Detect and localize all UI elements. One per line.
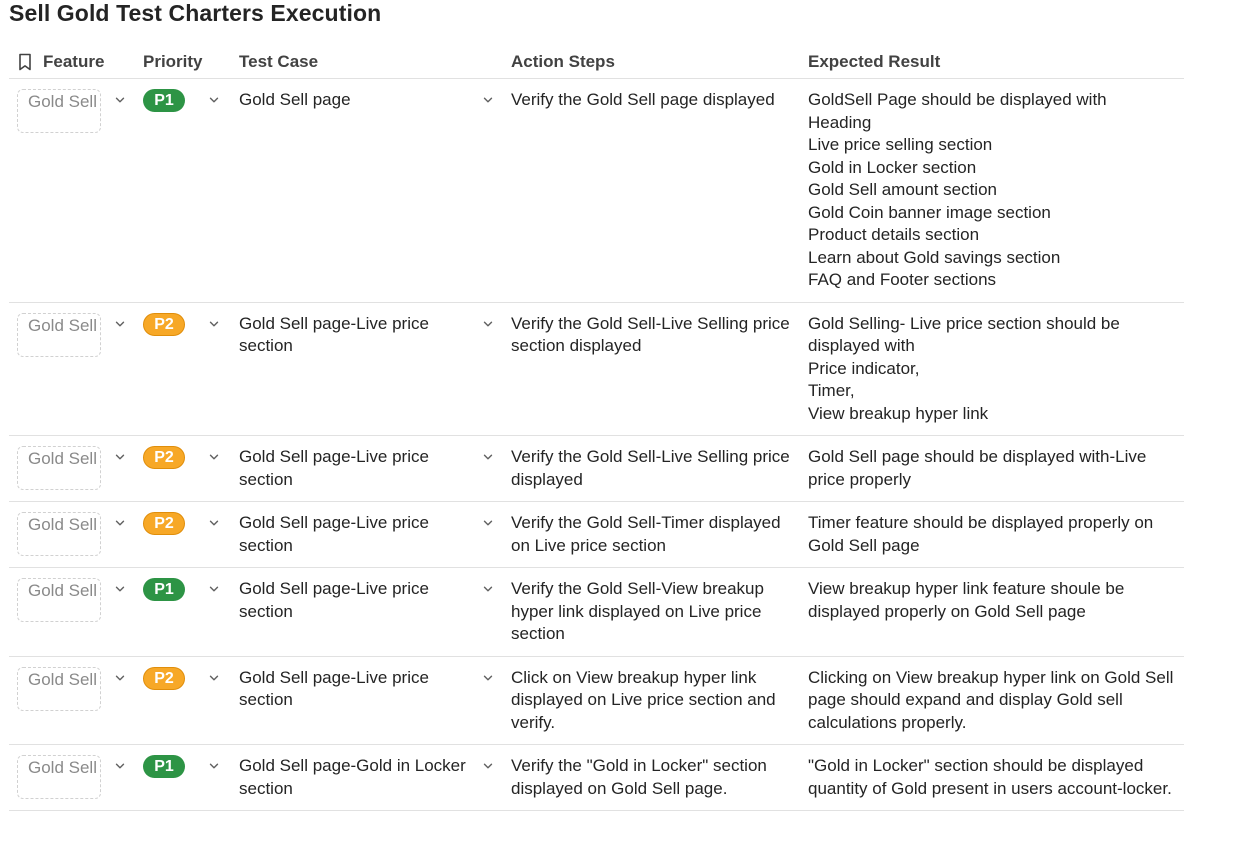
header-expected-result[interactable]: Expected Result bbox=[800, 46, 1184, 79]
header-feature-label: Feature bbox=[43, 52, 105, 71]
chevron-down-icon[interactable] bbox=[479, 446, 497, 468]
chevron-down-icon[interactable] bbox=[111, 446, 129, 468]
feature-cell bbox=[9, 302, 135, 436]
expected-result-cell[interactable] bbox=[800, 745, 1184, 811]
feature-select[interactable]: Gold Sell bbox=[17, 667, 101, 711]
action-steps-text: Verify the Gold Sell-Timer displayed on Live price section bbox=[511, 513, 781, 555]
feature-cell bbox=[9, 502, 135, 568]
test-case-text[interactable]: Gold Sell page-Live price section bbox=[239, 667, 429, 709]
test-case-cell bbox=[231, 79, 503, 303]
test-case-cell bbox=[231, 745, 503, 811]
expected-result-cell[interactable] bbox=[800, 436, 1184, 502]
chevron-down-icon[interactable] bbox=[205, 89, 223, 111]
priority-cell bbox=[135, 745, 231, 811]
action-steps-cell[interactable] bbox=[503, 436, 800, 502]
chevron-down-icon[interactable] bbox=[205, 446, 223, 468]
test-charter-table bbox=[9, 46, 1184, 811]
priority-badge[interactable]: P1 bbox=[143, 578, 185, 601]
action-steps-text: Verify the Gold Sell-Live Selling price section displayed bbox=[511, 313, 790, 355]
expected-line: Gold Selling- Live price section should be displayed with bbox=[808, 313, 1120, 355]
expected-line: View breakup hyper link bbox=[808, 403, 989, 423]
header-test-case[interactable]: Test Case bbox=[231, 46, 503, 79]
chevron-down-icon[interactable] bbox=[111, 755, 129, 777]
expected-result-cell[interactable] bbox=[800, 302, 1184, 436]
expected-line: GoldSell Page should be displayed with bbox=[808, 90, 1107, 109]
chevron-down-icon[interactable] bbox=[205, 313, 223, 335]
expected-line: Timer, bbox=[808, 381, 855, 400]
expected-line: Live price selling section bbox=[808, 135, 993, 154]
priority-badge[interactable]: P1 bbox=[143, 89, 185, 112]
test-case-text[interactable]: Gold Sell page-Live price section bbox=[239, 313, 429, 355]
header-priority[interactable]: Priority bbox=[135, 46, 231, 79]
feature-select[interactable]: Gold Sell bbox=[17, 755, 101, 799]
expected-line: Gold Coin banner image section bbox=[808, 202, 1051, 222]
priority-cell bbox=[135, 502, 231, 568]
priority-badge[interactable]: P2 bbox=[143, 446, 185, 469]
test-case-cell bbox=[231, 436, 503, 502]
table-row bbox=[9, 436, 1184, 502]
expected-line: View breakup hyper link feature shoule be displayed properly on Gold Sell page bbox=[808, 579, 1125, 621]
table-row bbox=[9, 302, 1184, 436]
test-case-text[interactable]: Gold Sell page-Live price section bbox=[239, 447, 429, 489]
chevron-down-icon[interactable] bbox=[205, 755, 223, 777]
chevron-down-icon[interactable] bbox=[479, 313, 497, 335]
chevron-down-icon[interactable] bbox=[479, 667, 497, 689]
table-row bbox=[9, 502, 1184, 568]
page-title: Sell Gold Test Charters Execution bbox=[9, 0, 382, 26]
chevron-down-icon[interactable] bbox=[479, 89, 497, 111]
chevron-down-icon[interactable] bbox=[111, 313, 129, 335]
table-row bbox=[9, 656, 1184, 745]
action-steps-cell[interactable] bbox=[503, 656, 800, 745]
expected-line: "Gold in Locker" section should be displayed quantity of Gold present in users account-locker. bbox=[808, 756, 1172, 798]
expected-result-cell[interactable] bbox=[800, 568, 1184, 657]
test-case-cell bbox=[231, 568, 503, 657]
priority-cell bbox=[135, 656, 231, 745]
chevron-down-icon[interactable] bbox=[111, 578, 129, 600]
feature-cell bbox=[9, 745, 135, 811]
header-action-steps[interactable]: Action Steps bbox=[503, 46, 800, 79]
action-steps-cell[interactable] bbox=[503, 568, 800, 657]
test-case-text[interactable]: Gold Sell page bbox=[239, 90, 351, 109]
expected-line: Learn about Gold savings section bbox=[808, 247, 1061, 267]
header-feature[interactable] bbox=[9, 46, 135, 79]
expected-line: Gold in Locker section bbox=[808, 157, 977, 177]
expected-line: Gold Sell amount section bbox=[808, 180, 997, 199]
test-case-cell bbox=[231, 656, 503, 745]
expected-line: Clicking on View breakup hyper link on Gold Sell page should expand and display Gold sell calculations properly. bbox=[808, 667, 1174, 732]
test-case-cell bbox=[231, 502, 503, 568]
action-steps-text: Click on View breakup hyper link displayed on Live price section and verify. bbox=[511, 667, 776, 732]
feature-cell bbox=[9, 568, 135, 657]
priority-cell bbox=[135, 436, 231, 502]
header-row bbox=[9, 46, 1184, 79]
bookmark-icon bbox=[17, 53, 33, 71]
expected-line: Product details section bbox=[808, 225, 980, 244]
table-row bbox=[9, 745, 1184, 811]
action-steps-text: Verify the Gold Sell page displayed bbox=[511, 90, 775, 109]
test-case-text[interactable]: Gold Sell page-Live price section bbox=[239, 513, 429, 555]
feature-select[interactable]: Gold Sell bbox=[17, 512, 101, 556]
action-steps-text: Verify the Gold Sell-Live Selling price displayed bbox=[511, 447, 790, 489]
priority-badge[interactable]: P2 bbox=[143, 512, 185, 535]
action-steps-cell[interactable] bbox=[503, 79, 800, 303]
expected-result-cell[interactable] bbox=[800, 79, 1184, 303]
priority-badge[interactable]: P2 bbox=[143, 313, 185, 336]
feature-cell bbox=[9, 436, 135, 502]
expected-line: Timer feature should be displayed properly on Gold Sell page bbox=[808, 513, 1154, 555]
table-row bbox=[9, 568, 1184, 657]
chevron-down-icon[interactable] bbox=[205, 667, 223, 689]
action-steps-cell[interactable] bbox=[503, 502, 800, 568]
chevron-down-icon[interactable] bbox=[479, 578, 497, 600]
feature-cell bbox=[9, 656, 135, 745]
test-case-text[interactable]: Gold Sell page-Gold in Locker section bbox=[239, 756, 466, 798]
expected-line: Gold Sell page should be displayed with-Live price properly bbox=[808, 447, 1147, 489]
expected-result-cell[interactable] bbox=[800, 502, 1184, 568]
action-steps-cell[interactable] bbox=[503, 745, 800, 811]
chevron-down-icon[interactable] bbox=[111, 512, 129, 534]
chevron-down-icon[interactable] bbox=[479, 512, 497, 534]
chevron-down-icon[interactable] bbox=[205, 578, 223, 600]
feature-select[interactable]: Gold Sell bbox=[17, 89, 101, 133]
priority-cell bbox=[135, 79, 231, 303]
chevron-down-icon[interactable] bbox=[111, 89, 129, 111]
priority-cell bbox=[135, 302, 231, 436]
priority-badge[interactable]: P2 bbox=[143, 667, 185, 690]
expected-result-cell[interactable] bbox=[800, 656, 1184, 745]
test-case-cell bbox=[231, 302, 503, 436]
test-case-text[interactable]: Gold Sell page-Live price section bbox=[239, 579, 429, 621]
priority-cell bbox=[135, 568, 231, 657]
feature-select[interactable]: Gold Sell bbox=[17, 578, 101, 622]
action-steps-text: Verify the Gold Sell-View breakup hyper link displayed on Live price section bbox=[511, 579, 764, 643]
priority-badge[interactable]: P1 bbox=[143, 755, 185, 778]
chevron-down-icon[interactable] bbox=[479, 755, 497, 777]
expected-line: FAQ and Footer sections bbox=[808, 270, 997, 289]
feature-cell bbox=[9, 79, 135, 303]
chevron-down-icon[interactable] bbox=[111, 667, 129, 689]
table-row bbox=[9, 79, 1184, 303]
chevron-down-icon[interactable] bbox=[205, 512, 223, 534]
expected-line: Heading bbox=[808, 112, 872, 132]
action-steps-cell[interactable] bbox=[503, 302, 800, 436]
feature-select[interactable]: Gold Sell bbox=[17, 446, 101, 490]
feature-select[interactable]: Gold Sell bbox=[17, 313, 101, 357]
action-steps-text: Verify the "Gold in Locker" section displayed on Gold Sell page. bbox=[511, 756, 767, 798]
expected-line: Price indicator, bbox=[808, 358, 920, 378]
